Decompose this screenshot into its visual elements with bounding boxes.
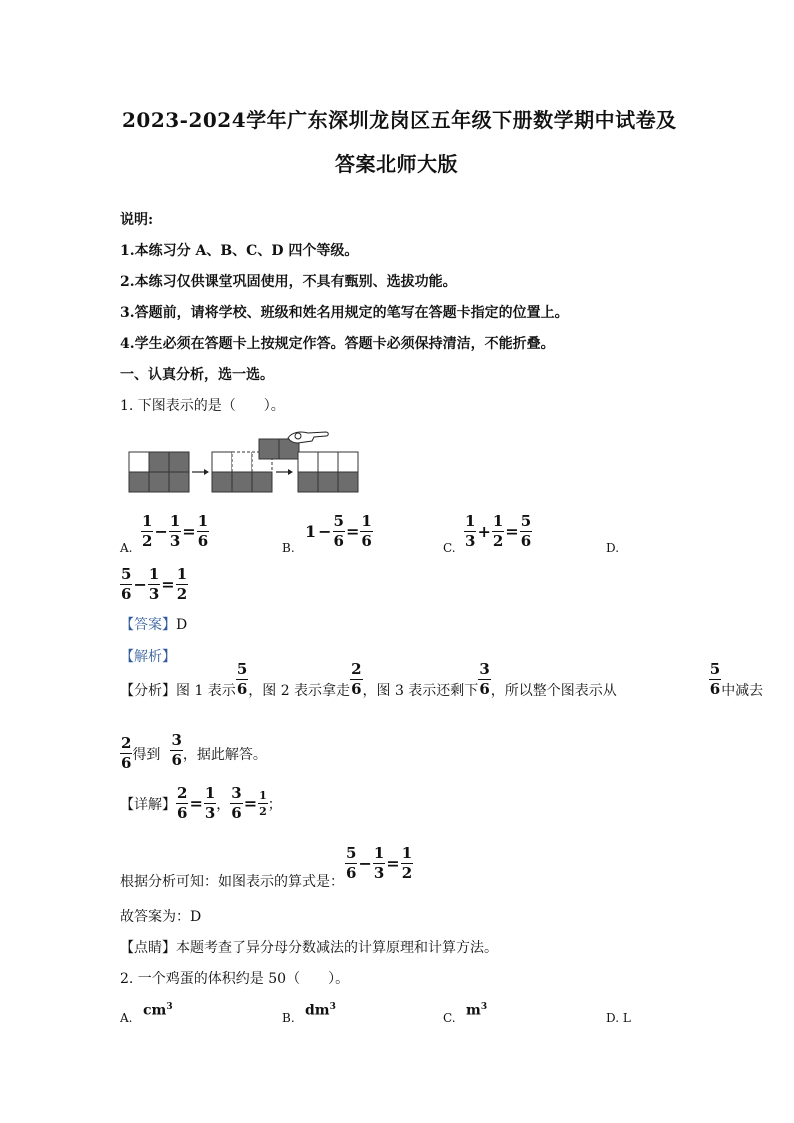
option-d-expression xyxy=(120,567,188,602)
hand-icon xyxy=(288,432,328,443)
denominator: 6 xyxy=(197,532,209,550)
option-b-expression xyxy=(304,514,373,549)
notes-heading: 说明: xyxy=(120,212,154,228)
page-title: 2023-2024学年广东深圳龙岗区五年级下册数学期中试卷及 xyxy=(122,108,677,132)
fenxi-label: 【分析】 xyxy=(120,683,176,699)
answer-label: 【答案】 xyxy=(120,617,176,633)
q2-option-b-unit: $dm^3$ xyxy=(305,1002,336,1019)
numerator: 1 xyxy=(465,512,476,530)
comment-label: 【点睛】 xyxy=(120,940,176,956)
denominator: 3 xyxy=(465,532,476,550)
fenxi-text-2: ，图 2 表示拿走 xyxy=(248,683,351,699)
detail-label: 【详解】 xyxy=(120,796,176,813)
numerator: 1 xyxy=(492,512,504,530)
equals-sign: = xyxy=(161,575,175,594)
note-item-3: 3.答题前，请将学校、班级和姓名用规定的笔写在答题卡指定的位置上。 xyxy=(120,305,569,321)
figure-grid-2 xyxy=(212,439,299,492)
numerator: 5 xyxy=(121,565,132,583)
numerator: 1 xyxy=(361,512,372,530)
figure-grid-3 xyxy=(298,452,358,492)
answer-value: D xyxy=(176,617,188,633)
fenxi-text-4: ，所以整个图表示从 xyxy=(490,683,617,699)
denominator: 2 xyxy=(492,532,504,550)
fenxi-text-6: 得到 xyxy=(132,746,161,763)
denominator: 3 xyxy=(148,585,160,603)
option-d-label: D. xyxy=(606,541,620,555)
q2-option-b-label: B. xyxy=(282,1011,295,1025)
q2-option-c-label: C. xyxy=(443,1011,456,1025)
page-title-line2: 答案北师大版 xyxy=(335,152,458,176)
numerator: 1 xyxy=(169,512,181,530)
whole-number: 1 xyxy=(305,522,317,541)
q2-option-d: D. L xyxy=(606,1011,631,1025)
minus-sign: − xyxy=(154,522,168,541)
note-item-1: 1.本练习分 A、B、C、D 四个等级。 xyxy=(120,243,359,259)
analysis-label: 【解析】 xyxy=(120,649,176,665)
question-2-stem: 2. 一个鸡蛋的体积约是 50（ ）。 xyxy=(120,971,350,987)
q2-option-c-unit: $m^3$ xyxy=(466,1002,488,1019)
minus-sign: − xyxy=(133,575,147,594)
question-1-figure xyxy=(128,430,364,496)
plus-sign: + xyxy=(477,522,491,541)
q2-option-a-label: A. xyxy=(120,1011,133,1025)
fenxi-text-5: 中减去 xyxy=(721,683,764,699)
arrow-icon-2 xyxy=(276,469,293,475)
denominator: 6 xyxy=(121,585,132,603)
q2-option-a-unit: $cm^3$ xyxy=(143,1002,173,1019)
fenxi-text-3: ，图 3 表示还剩下 xyxy=(362,683,479,699)
fenxi-text-1: 图 1 表示 xyxy=(176,683,236,699)
numerator: 1 xyxy=(142,512,153,530)
conclusion-text: 根据分析可知：如图表示的算式是： xyxy=(120,874,344,890)
denominator: 6 xyxy=(520,532,532,550)
denominator: 3 xyxy=(169,532,181,550)
comment-text: 本题考查了异分母分数减法的计算原理和计算方法。 xyxy=(176,940,498,956)
denominator: 2 xyxy=(142,532,153,550)
equals-sign: = xyxy=(345,522,360,541)
minus-sign: − xyxy=(318,522,332,541)
numerator: 1 xyxy=(197,512,209,530)
conclusion-expression: $\frac{5}{6}$ − $\frac{1}{3}$ = $\frac{1}{2}$ xyxy=(346,844,413,882)
denominator: 6 xyxy=(361,532,372,550)
equals-sign: = xyxy=(505,522,519,541)
detail-line: 【详解】 $\frac{2}{6}$ = $\frac{1}{3}$ ， $\frac{3}{6}$ = $\frac{1}{2}$ ； xyxy=(120,784,282,822)
comment-line xyxy=(120,937,498,957)
question-1-stem: 1. 下图表示的是（ ）。 xyxy=(120,398,285,414)
numerator: 5 xyxy=(520,512,532,530)
denominator: 2 xyxy=(176,585,188,603)
analysis-line-2: $\frac{2}{6}$ 得到 $\frac{3}{6}$ ，据此解答。 xyxy=(121,731,267,772)
option-a-label: A. xyxy=(120,541,133,555)
denominator: 6 xyxy=(333,532,344,550)
numerator: 1 xyxy=(148,565,160,583)
numerator: 1 xyxy=(176,565,188,583)
note-item-2: 2.本练习仅供课堂巩固使用，不具有甄别、选拔功能。 xyxy=(120,274,457,290)
option-b-label: B. xyxy=(282,541,295,555)
arrow-icon-1 xyxy=(192,469,209,475)
option-c-label: C. xyxy=(443,541,456,555)
figure-grid-1 xyxy=(129,452,189,492)
numerator: 5 xyxy=(333,512,344,530)
final-answer: 故答案为：D xyxy=(120,909,202,925)
option-a-expression xyxy=(141,514,209,549)
answer-line xyxy=(120,614,187,634)
section-heading: 一、认真分析，选一选。 xyxy=(120,367,274,383)
analysis-line: 【分析】 图 1 表示 $\frac{5}{6}$ ，图 2 表示拿走 $\frac{2}{6}$ ，图 3 表示还剩下 $\frac{3}{6}$ ，所以整个图表示从 $\frac{5}{6}$ 中减去 xyxy=(120,659,764,699)
equals-sign: = xyxy=(182,522,196,541)
option-c-expression xyxy=(464,514,532,549)
note-item-4: 4.学生必须在答题卡上按规定作答。答题卡必须保持清洁，不能折叠。 xyxy=(120,336,555,352)
fenxi-text-7: ，据此解答。 xyxy=(182,746,267,763)
